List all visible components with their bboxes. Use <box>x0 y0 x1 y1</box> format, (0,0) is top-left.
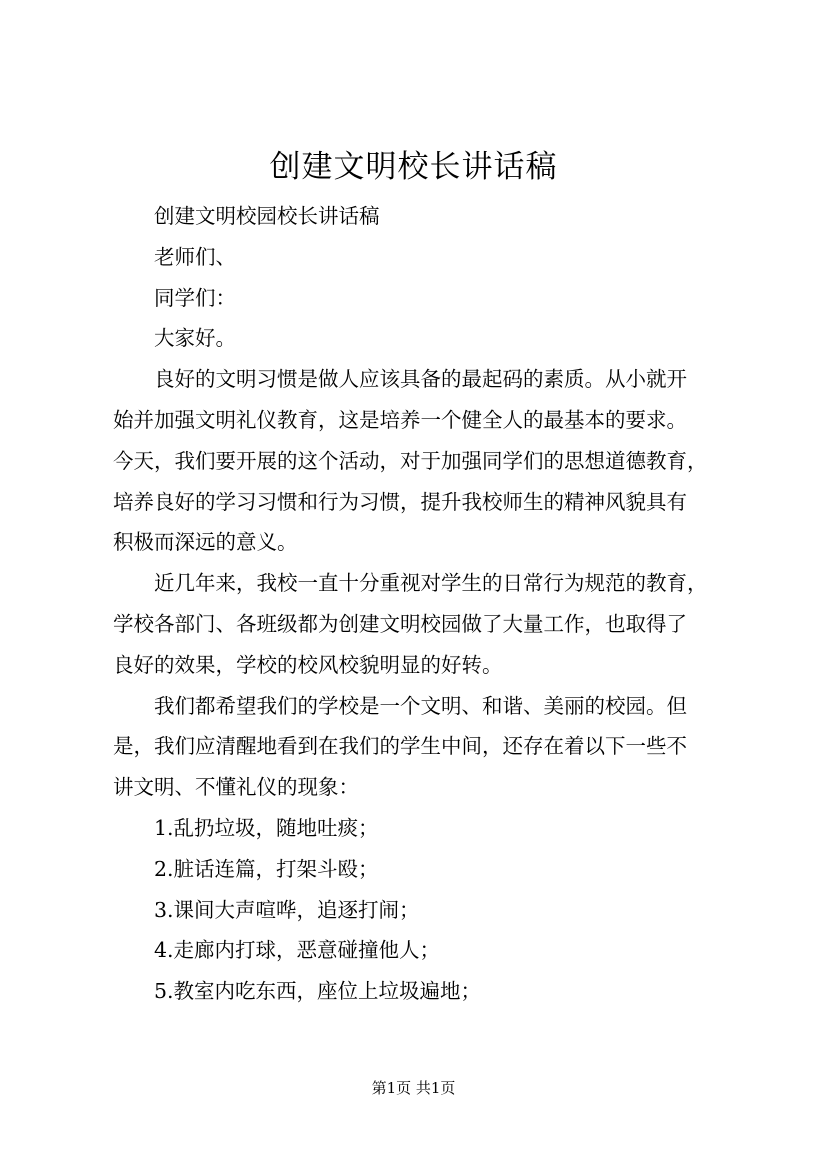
paragraph-line: 培养良好的学习习惯和行为习惯，提升我校师生的精神风貌具有 <box>113 489 687 514</box>
paragraph-line: 3.课间大声喧哗，追逐打闹； <box>154 897 420 922</box>
paragraph-line: 是，我们应清醒地看到在我们的学生中间，还存在着以下一些不 <box>113 734 687 759</box>
paragraph-line: 良好的效果，学校的校风校貌明显的好转。 <box>113 652 503 677</box>
paragraph-line: 4.走廊内打球，恶意碰撞他人； <box>154 938 441 963</box>
paragraph <box>113 196 733 237</box>
paragraph-line: 1.乱扔垃圾，随地吐痰； <box>154 815 379 840</box>
paragraph-line: 近几年来，我校一直十分重视对学生的日常行为规范的教育， <box>154 571 708 596</box>
paragraph <box>113 237 733 278</box>
document-body <box>113 196 733 1012</box>
paragraph <box>113 563 733 685</box>
paragraph-line: 始并加强文明礼仪教育，这是培养一个健全人的最基本的要求。 <box>113 407 687 432</box>
paragraph <box>113 318 733 359</box>
paragraph-line: 2.脏话连篇，打架斗殴； <box>154 856 379 881</box>
paragraph-line: 创建文明校园校长讲话稿 <box>154 204 380 228</box>
list-item <box>113 930 733 971</box>
paragraph-line: 老师们、 <box>154 244 236 269</box>
document-title: 创建文明校长讲话稿 <box>269 149 558 185</box>
paragraph-line: 同学们： <box>154 285 236 310</box>
paragraph <box>113 686 733 808</box>
paragraph-line: 5.教室内吃东西，座位上垃圾遍地； <box>154 979 482 1004</box>
list-item <box>113 890 733 931</box>
paragraph-line: 学校各部门、各班级都为创建文明校园做了大量工作，也取得了 <box>113 611 687 636</box>
paragraph <box>113 359 733 563</box>
paragraph-line: 我们都希望我们的学校是一个文明、和谐、美丽的校园。但 <box>154 693 687 718</box>
paragraph-line: 良好的文明习惯是做人应该具备的最起码的素质。从小就开 <box>154 367 687 392</box>
paragraph-line: 积极而深远的意义。 <box>113 530 298 555</box>
list-item <box>113 971 733 1012</box>
list-item <box>113 849 733 890</box>
paragraph <box>113 278 733 319</box>
page-number-footer: 第1页 共1页 <box>371 1079 456 1097</box>
paragraph-line: 今天，我们要开展的这个活动，对于加强同学们的思想道德教育， <box>113 448 708 473</box>
paragraph-line: 讲文明、不懂礼仪的现象： <box>113 775 359 800</box>
paragraph-line: 大家好。 <box>154 326 236 351</box>
list-item <box>113 808 733 849</box>
